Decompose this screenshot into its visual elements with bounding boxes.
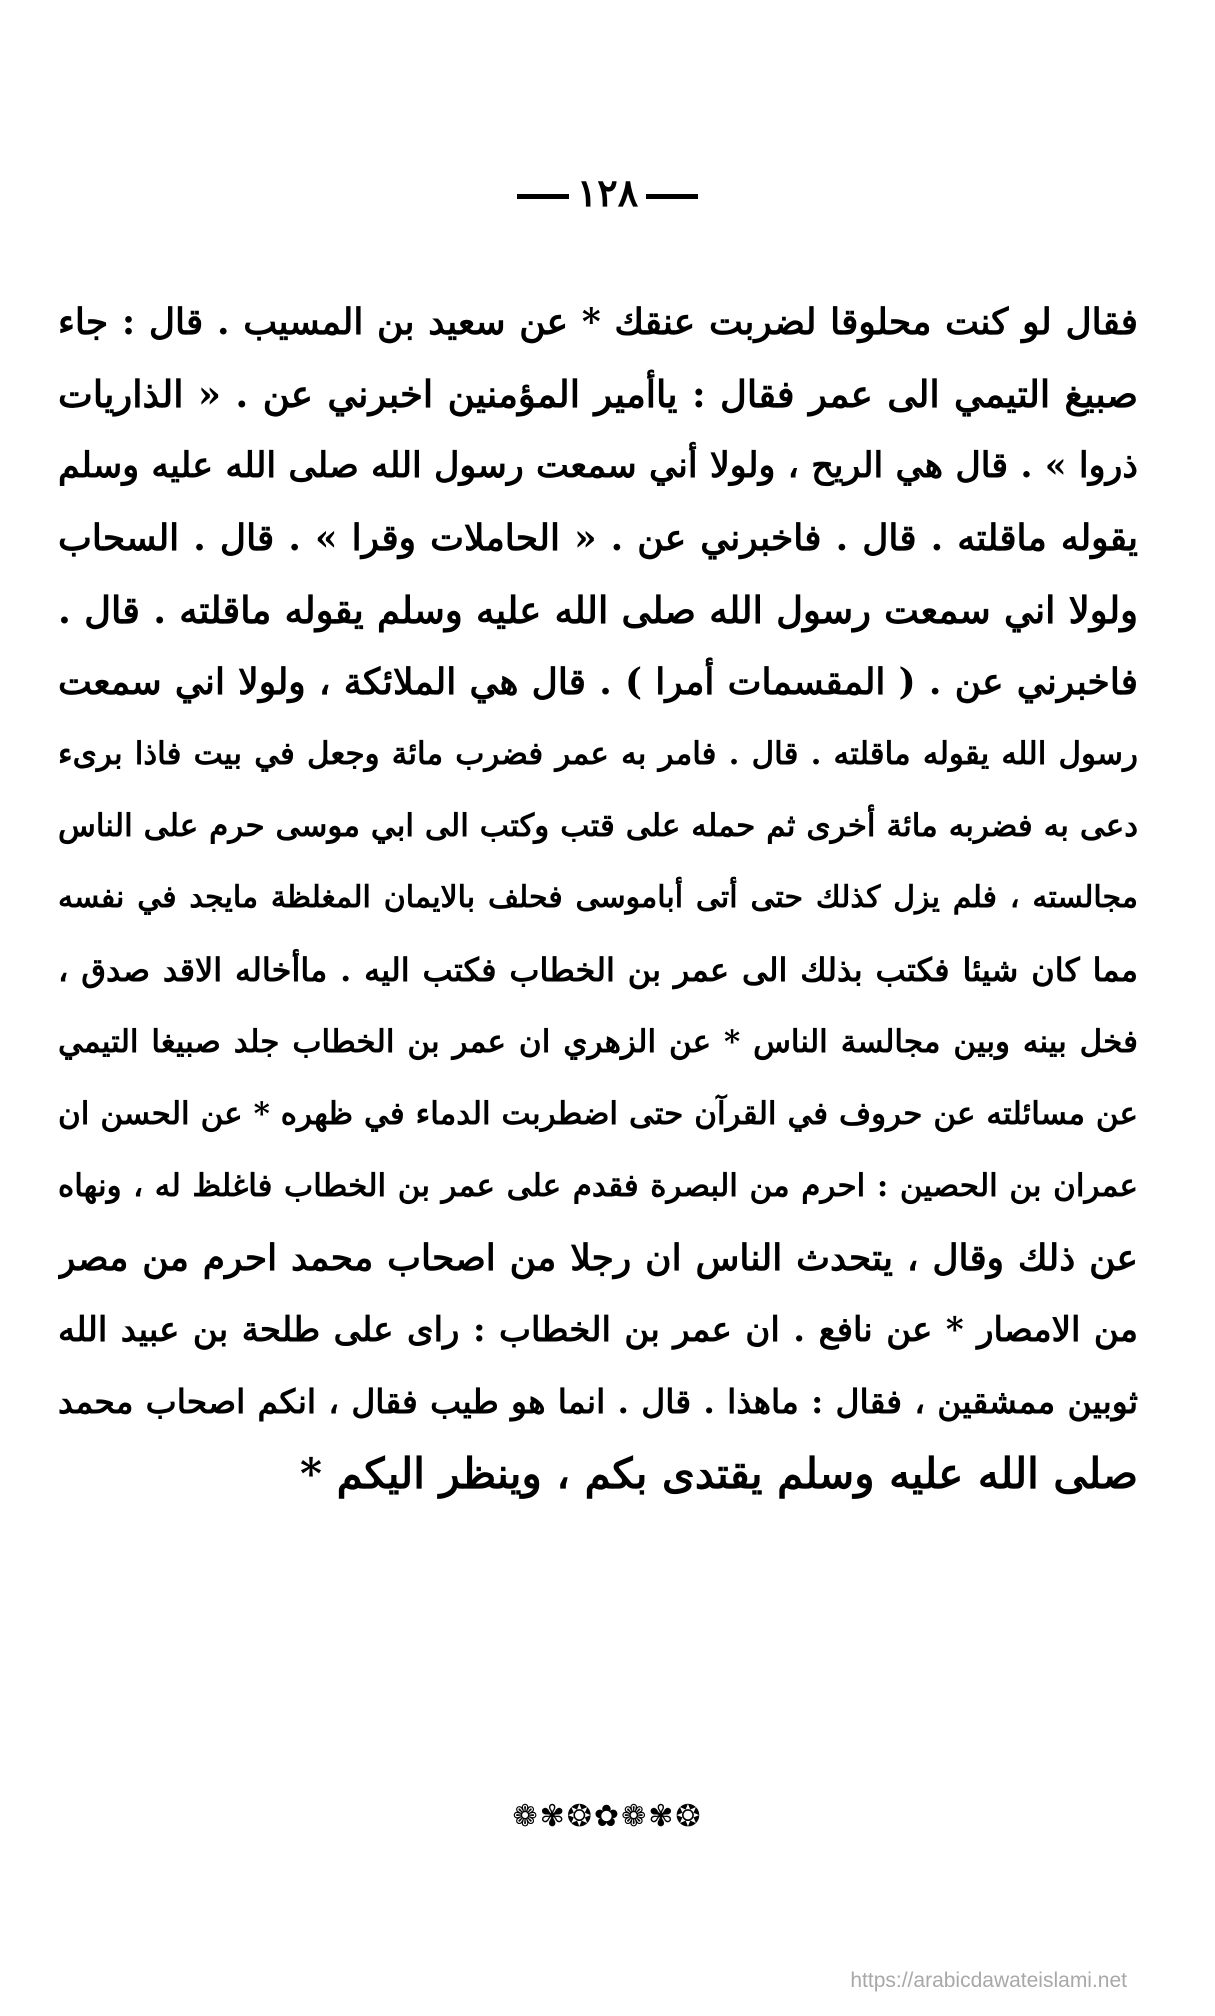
text-line: عن ذلك وقال ، يتحدث الناس ان رجلا من اصحاب محمد احرم من مصر (58, 1237, 1138, 1279)
watermark-url: https://arabicdawateislami.net (850, 1969, 1127, 1992)
text-line: عن مسائلته عن حروف في القرآن حتى اضطربت الدماء في ظهره * عن الحسن ان (58, 1096, 1138, 1132)
text-line: عمران بن الحصين : احرم من البصرة فقدم على عمر بن الخطاب فاغلظ له ، ونهاه (58, 1168, 1138, 1204)
page-number-header (0, 168, 1215, 218)
text-line: دعى به فضربه مائة أخرى ثم حمله على قتب وكتب الى ابي موسى حرم على الناس (58, 808, 1138, 844)
body-text (58, 286, 1138, 1510)
text-line: فاخبرني عن . ( المقسمات أمرا ) . قال هي الملائكة ، ولولا اني سمعت (58, 661, 1138, 703)
left-dash (646, 194, 698, 199)
text-line: مما كان شيئا فكتب بذلك الى عمر بن الخطاب فكتب اليه . ماأخاله الاقد صدق ، (58, 951, 1138, 989)
text-line: ثوبين ممشقين ، فقال : ماهذا . قال . انما هو طيب فقال ، انكم اصحاب محمد (58, 1382, 1138, 1421)
text-line: صلى الله عليه وسلم يقتدى بكم ، وينظر اليكم * (300, 1449, 1138, 1498)
text-line: مجالسته ، فلم يزل كذلك حتى أتى أباموسى فحلف بالايمان المغلظة مايجد في نفسه (58, 880, 1138, 915)
text-line: ولولا اني سمعت رسول الله صلى الله عليه وسلم يقوله ماقلته . قال . (58, 588, 1138, 632)
text-line: صبيغ التيمي الى عمر فقال : ياأمير المؤمنين اخبرني عن . « الذاريات (58, 372, 1138, 416)
text-line: رسول الله يقوله ماقلته . قال . فامر به عمر فضرب مائة وجعل في بيت فاذا برىء (58, 736, 1138, 772)
text-line: فخل بينه وبين مجالسة الناس * عن الزهري ان عمر بن الخطاب جلد صبيغا التيمي (58, 1024, 1138, 1060)
page-number: ١٢٨ (576, 170, 639, 215)
closing-ornament: ❁✾❂✿❁✾❂ (512, 1799, 703, 1834)
right-dash (517, 194, 569, 199)
text-line: يقوله ماقلته . قال . فاخبرني عن . « الحاملات وقرا » . قال . السحاب (58, 517, 1138, 559)
text-line: من الامصار * عن نافع . ان عمر بن الخطاب : راى على طلحة بن عبيد الله (58, 1310, 1138, 1350)
text-line: فقال لو كنت محلوقا لضربت عنقك * عن سعيد بن المسيب . قال : جاء (58, 301, 1138, 343)
text-line: ذروا » . قال هي الريح ، ولولا أني سمعت رسول الله صلى الله عليه وسلم (58, 445, 1138, 486)
